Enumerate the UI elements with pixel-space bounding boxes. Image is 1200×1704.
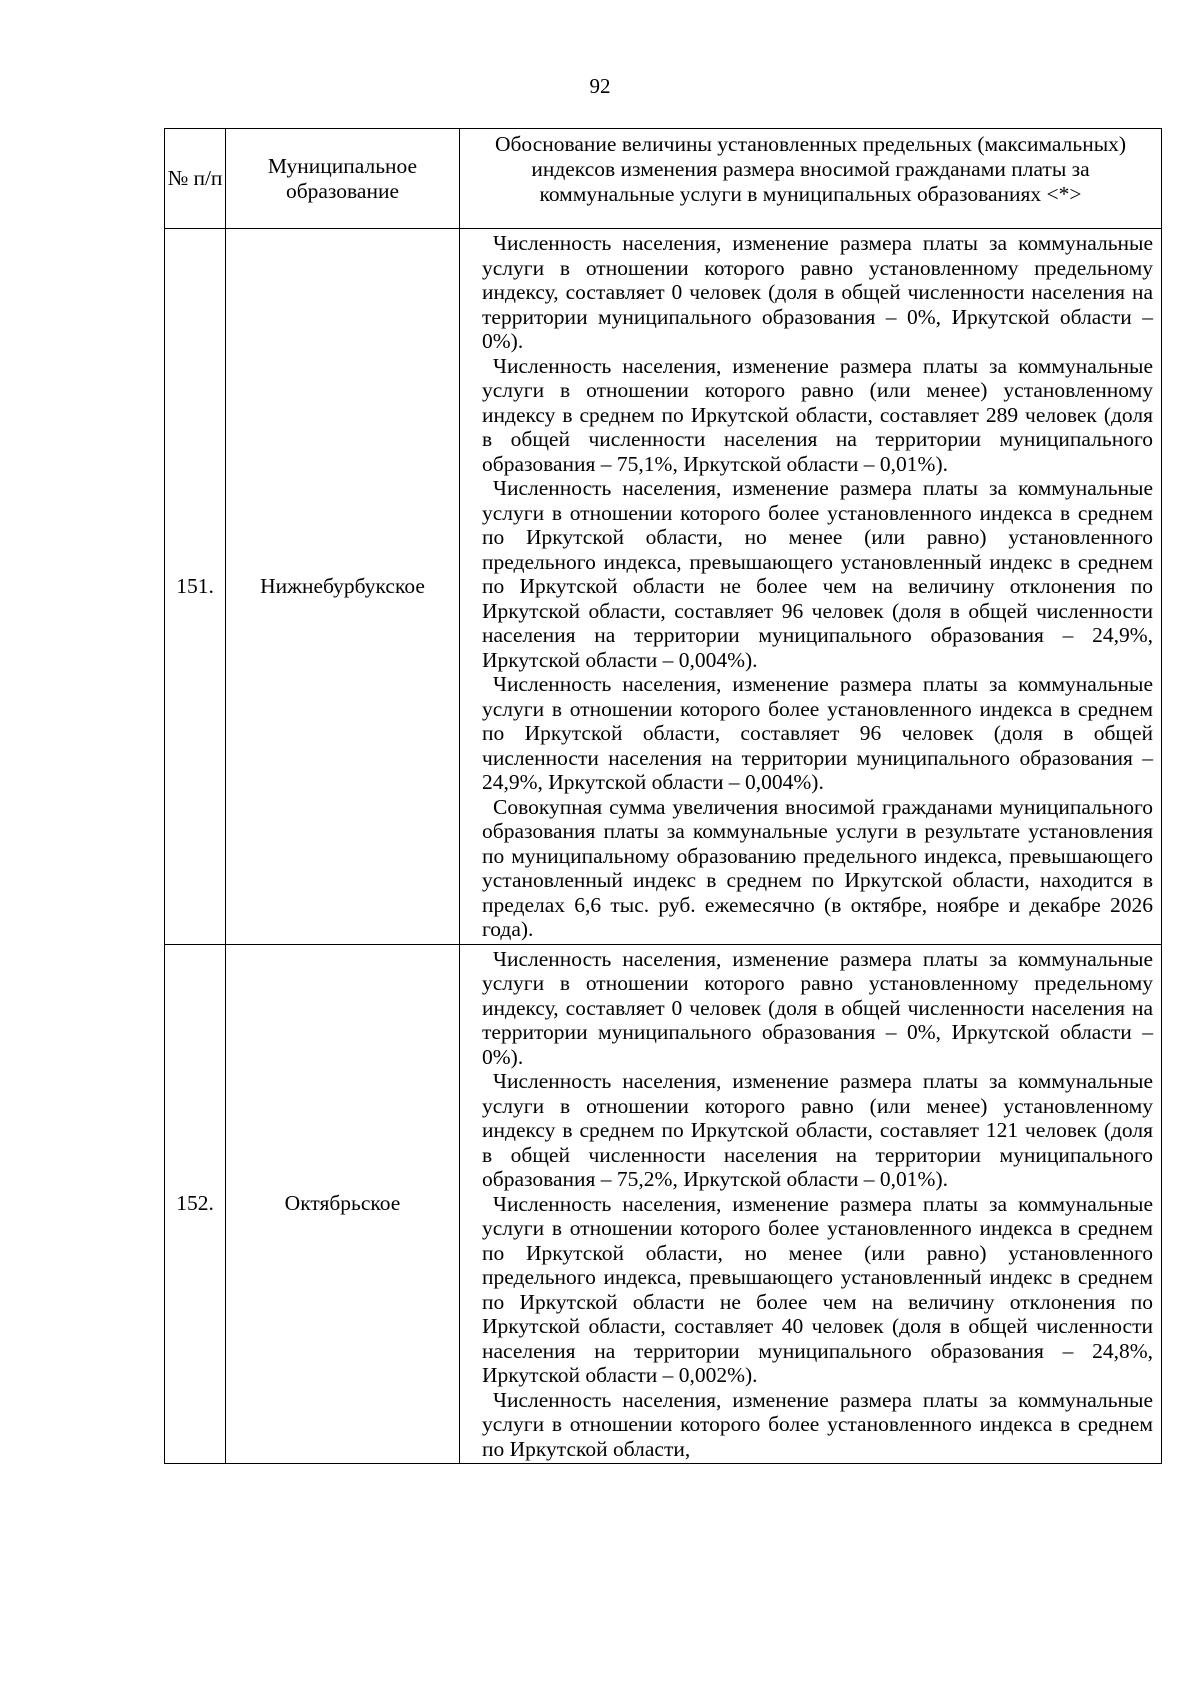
header-justification: Обоснование величины установленных предельных (максимальных) индексов изменения размера вносимой гражданами платы за коммунальные услуги в муниципальных образованиях <*> [460,129,1162,229]
row-justification [460,944,1162,1464]
justification-paragraph: Численность населения, изменение размера платы за коммунальные услуги в отношении которого более установленного индекса в среднем по Иркутской области, но менее (или равно) установленного предельного индекса, превышающего установленный индекс в среднем по Иркутской области не более чем на величину отклонения по Иркутской области, составляет 40 человек (доля в общей численности населения на территории муниципального образования – 24,8%, Иркутской области – 0,002%). [482,1191,1153,1387]
justification-paragraph: Численность населения, изменение размера платы за коммунальные услуги в отношении которого равно установленному предельному индексу, составляет 0 человек (доля в общей численности населения на территории муниципального образования – 0%, Иркутской области – 0%). [482,231,1153,353]
table-row [165,229,1162,945]
row-municipality: Октябрьское [226,944,460,1464]
justification-paragraph: Численность населения, изменение размера платы за коммунальные услуги в отношении которого равно (или менее) установленному индексу в среднем по Иркутской области, составляет 121 человек (доля в общей численности населения на территории муниципального образования – 75,2%, Иркутской области – 0,01%). [482,1069,1153,1191]
header-num: № п/п [165,129,226,229]
table-row [165,944,1162,1464]
justification-paragraph: Численность населения, изменение размера платы за коммунальные услуги в отношении которого более установленного индекса в среднем по Иркутской области, но менее (или равно) установленного предельного индекса, превышающего установленный индекс в среднем по Иркутской области не более чем на величину отклонения по Иркутской области, составляет 96 человек (доля в общей численности населения на территории муниципального образования – 24,9%, Иркутской области – 0,004%). [482,476,1153,672]
row-number: 152. [165,944,226,1464]
header-municipality: Муниципальное образование [226,129,460,229]
justification-table [164,128,1162,1464]
row-justification [460,229,1162,945]
row-number: 151. [165,229,226,945]
row-municipality: Нижнебурбукское [226,229,460,945]
justification-paragraph: Численность населения, изменение размера платы за коммунальные услуги в отношении которого равно установленному предельному индексу, составляет 0 человек (доля в общей численности населения на территории муниципального образования – 0%, Иркутской области – 0%). [482,946,1153,1069]
justification-paragraph: Численность населения, изменение размера платы за коммунальные услуги в отношении которого равно (или менее) установленному индексу в среднем по Иркутской области, составляет 289 человек (доля в общей численности населения на территории муниципального образования – 75,1%, Иркутской области – 0,01%). [482,353,1153,476]
justification-paragraph: Численность населения, изменение размера платы за коммунальные услуги в отношении которого более установленного индекса в среднем по Иркутской области, составляет 96 человек (доля в общей численности населения на территории муниципального образования – 24,9%, Иркутской области – 0,004%). [482,672,1153,794]
page-number: 92 [589,74,611,98]
justification-paragraph: Численность населения, изменение размера платы за коммунальные услуги в отношении которого более установленного индекса в среднем по Иркутской области, [482,1387,1153,1461]
justification-paragraph: Совокупная сумма увеличения вносимой гражданами муниципального образования платы за коммунальные услуги в результате установления по муниципальному образованию предельного индекса, превышающего установленный индекс в среднем по Иркутской области, находится в пределах 6,6 тыс. руб. ежемесячно (в октябре, ноябре и декабре 2026 года). [482,794,1153,941]
table-header-row [165,129,1162,229]
